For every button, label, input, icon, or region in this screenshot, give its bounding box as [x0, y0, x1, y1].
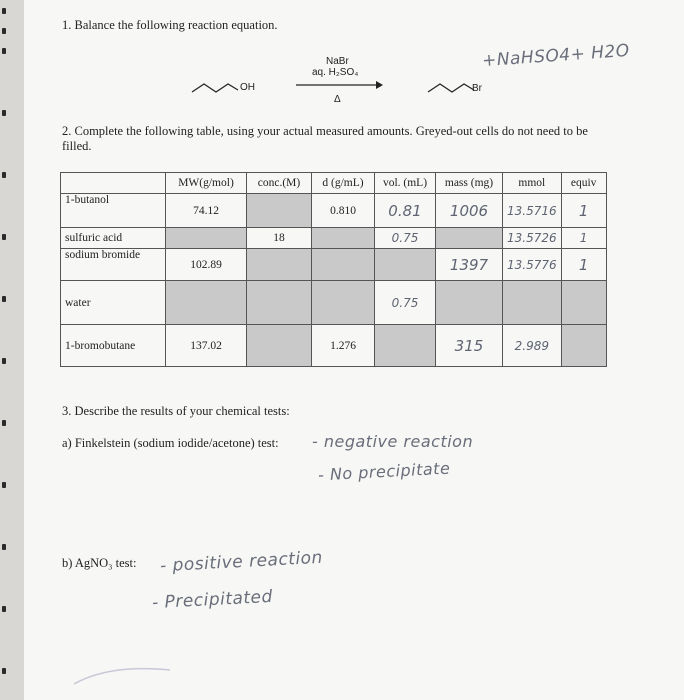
- cell-volume: 0.81: [375, 194, 436, 228]
- binder-hole: [2, 172, 6, 178]
- cell-conc-grey: [247, 194, 312, 228]
- header-equiv: equiv: [561, 173, 606, 194]
- reagent-heat: Δ: [334, 94, 341, 105]
- q3b-answer-line1: - positive reaction: [159, 547, 324, 577]
- cell-conc-grey: [247, 325, 312, 367]
- binder-margin: [0, 0, 24, 700]
- cell-conc-grey: [247, 249, 312, 281]
- row-name: water: [61, 281, 166, 325]
- header-mass: mass (mg): [436, 173, 503, 194]
- cell-mw-grey: [166, 281, 247, 325]
- header-conc: conc.(M): [247, 173, 312, 194]
- row-name: sodium bromide: [61, 249, 166, 281]
- pen-scribble: [70, 660, 180, 690]
- binder-hole: [2, 420, 6, 426]
- cell-mmol: 13.5726: [503, 228, 562, 249]
- cell-density: 0.810: [312, 194, 375, 228]
- cell-volume: 0.75: [375, 228, 436, 249]
- binder-hole: [2, 668, 6, 674]
- table-row: [61, 228, 607, 249]
- q3-title: 3. Describe the results of your chemical tests:: [62, 404, 290, 418]
- cell-density-grey: [312, 228, 375, 249]
- cell-density: 1.276: [312, 325, 375, 367]
- header-mmol: mmol: [503, 173, 562, 194]
- cell-mmol-grey: [503, 281, 562, 325]
- header-volume: vol. (mL): [375, 173, 436, 194]
- header-density: d (g/mL): [312, 173, 375, 194]
- q1-title: 1. Balance the following reaction equation.: [62, 18, 278, 32]
- cell-equiv: 1: [561, 228, 606, 249]
- cell-mmol: 2.989: [503, 325, 562, 367]
- cell-equiv: 1: [561, 194, 606, 228]
- product-br-label: Br: [472, 83, 482, 94]
- q3a-answer-line2: - No precipitate: [317, 458, 451, 485]
- binder-hole: [2, 48, 6, 54]
- row-name: sulfuric acid: [61, 228, 166, 249]
- reagent-table: [60, 172, 607, 367]
- q3b-label: b) AgNO₃ test:: [62, 556, 137, 570]
- cell-mw: 137.02: [166, 325, 247, 367]
- cell-volume-grey: [375, 249, 436, 281]
- binder-hole: [2, 606, 6, 612]
- handwritten-byproducts: +NaHSO4+ H2O: [481, 40, 631, 72]
- cell-equiv-grey: [561, 281, 606, 325]
- cell-mw-grey: [166, 228, 247, 249]
- header-cell-blank: [61, 173, 166, 194]
- table-row: [61, 194, 607, 228]
- cell-mass: 1006: [436, 194, 503, 228]
- reaction-arrow: [294, 80, 384, 90]
- cell-equiv-grey: [561, 325, 606, 367]
- reagent-nabr: NaBr: [326, 56, 349, 67]
- binder-hole: [2, 296, 6, 302]
- cell-mw: 74.12: [166, 194, 247, 228]
- cell-conc: 18: [247, 228, 312, 249]
- binder-hole: [2, 544, 6, 550]
- header-mw: MW(g/mol): [166, 173, 247, 194]
- table-row: [61, 325, 607, 367]
- binder-hole: [2, 358, 6, 364]
- binder-hole: [2, 110, 6, 116]
- binder-hole: [2, 482, 6, 488]
- binder-hole: [2, 28, 6, 34]
- cell-volume: 0.75: [375, 281, 436, 325]
- cell-density-grey: [312, 249, 375, 281]
- cell-mass: 315: [436, 325, 503, 367]
- table-header-row: [61, 173, 607, 194]
- row-name: 1-bromobutane: [61, 325, 166, 367]
- cell-mw: 102.89: [166, 249, 247, 281]
- cell-equiv: 1: [561, 249, 606, 281]
- binder-hole: [2, 8, 6, 14]
- table-row: [61, 281, 607, 325]
- table-row: [61, 249, 607, 281]
- q3a-answer-line1: - negative reaction: [312, 432, 474, 451]
- row-name: 1-butanol: [61, 194, 166, 228]
- cell-conc-grey: [247, 281, 312, 325]
- cell-mass-grey: [436, 281, 503, 325]
- cell-mmol: 13.5776: [503, 249, 562, 281]
- q3a-label: a) Finkelstein (sodium iodide/acetone) test:: [62, 436, 279, 450]
- cell-volume-grey: [375, 325, 436, 367]
- q3b-answer-line2: - Precipitated: [151, 586, 274, 614]
- q2-title: 2. Complete the following table, using your actual measured amounts. Greyed-out cells do not need to be filled.: [62, 124, 588, 153]
- reagent-h2so4: aq. H₂SO₄: [312, 67, 359, 78]
- cell-mass: 1397: [436, 249, 503, 281]
- reactant-oh-label: OH: [240, 82, 255, 93]
- binder-hole: [2, 234, 6, 240]
- cell-mmol: 13.5716: [503, 194, 562, 228]
- cell-density-grey: [312, 281, 375, 325]
- cell-mass-grey: [436, 228, 503, 249]
